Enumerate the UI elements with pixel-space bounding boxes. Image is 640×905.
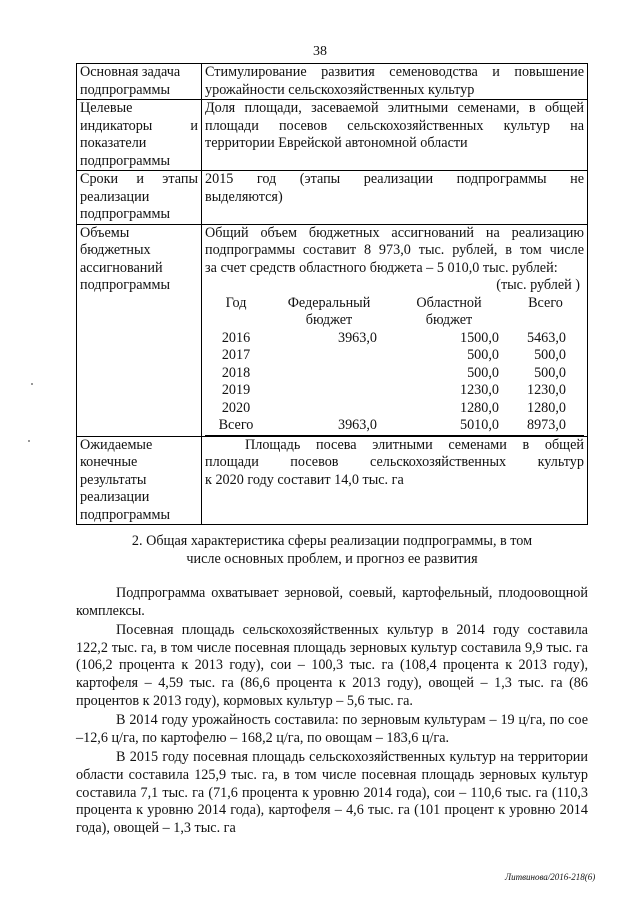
section-body — [76, 585, 588, 839]
budget-cell-year: 2019 — [221, 382, 251, 398]
label-line: показатели — [80, 135, 147, 151]
content-line: 2015 год (этапы реализации подпрограммы не — [205, 171, 584, 187]
scan-speck — [28, 440, 30, 442]
label-line: подпрограммы — [80, 277, 170, 293]
label-line: конечные — [80, 454, 138, 470]
budget-cell-federal — [267, 400, 391, 418]
budget-header-federal — [267, 295, 391, 330]
row-content — [202, 171, 588, 225]
content-line: Стимулирование развития семеноводства и повышение — [205, 64, 584, 80]
currency-unit: (тыс. рублей ) — [496, 277, 580, 293]
content-line: к 2020 году составит 14,0 тыс. га — [205, 471, 404, 488]
budget-cell-year: 2018 — [221, 364, 251, 381]
passport-row-budget — [77, 224, 588, 436]
budget-cell-total: 1280,0 — [526, 399, 566, 416]
content-line: площади посевов сельскохозяйственных культур на — [205, 117, 584, 134]
label-line: подпрограммы — [80, 81, 170, 98]
content-line: Доля площади, засеваемой элитными семенами, в общей — [205, 100, 584, 116]
content-line: урожайности сельскохозяйственных культур — [205, 81, 475, 98]
row-content — [202, 100, 588, 171]
budget-cell-total: 8973,0 — [507, 417, 584, 435]
passport-row-timing — [77, 171, 588, 225]
label-line: Сроки и этапы — [80, 171, 198, 187]
budget-row — [205, 382, 584, 400]
budget-header-row — [205, 295, 584, 330]
label-line: реализации — [80, 188, 150, 205]
header-text: бюджет — [305, 312, 353, 328]
budget-cell-federal — [267, 382, 391, 400]
subprogram-passport-table — [76, 63, 588, 525]
content-line: Площадь посева элитными семенами в общей — [245, 436, 584, 453]
budget-cell-regional: 500,0 — [467, 347, 499, 363]
content-line: площади посевов сельскохозяйственных культур — [205, 454, 584, 470]
content-line: за счет средств областного бюджета – 5 010,0 тыс. рублей: — [205, 259, 558, 276]
label-line: Целевые — [80, 100, 133, 116]
budget-cell-federal — [267, 365, 391, 383]
content-line: подпрограммы составит 8 973,0 тыс. рублей, в том числе — [205, 242, 584, 258]
header-text: Всего — [528, 294, 563, 311]
passport-row-indicators — [77, 100, 588, 171]
budget-cell-regional: 1280,0 — [459, 399, 499, 416]
budget-row — [205, 400, 584, 418]
section-title-line: числе основных проблем, и прогноз ее развития — [186, 551, 478, 567]
budget-cell-total: 500,0 — [534, 364, 566, 381]
budget-header-year — [205, 295, 267, 330]
passport-row-main-task — [77, 64, 588, 100]
label-line: бюджетных — [80, 242, 151, 258]
label-line: результаты — [80, 471, 147, 488]
paragraph: Подпрограмма охватывает зерновой, соевый, картофельный, плодоовощной комплексы. — [76, 585, 588, 619]
paragraph: В 2014 году урожайность составила: по зерновым культурам – 19 ц/га, по сое –12,6 ц/га, по картофелю – 168,2 ц/га, по овощам – 183,6 ц/га. — [76, 712, 588, 746]
budget-cell-year: 2020 — [221, 399, 251, 416]
budget-table — [205, 295, 584, 436]
budget-cell-regional: 5010,0 — [391, 417, 507, 435]
paragraph: В 2015 году посевная площадь сельскохозяйственных культур на территории области составила 125,9 тыс. га, в том числе посевная площадь зерновых культур составила 7,1 тыс. га (71,6 процента к уровню 2014 года), сои – 110,6 тыс. га (110,3 процента к уровню 2014 года), картофеля – 4,6 тыс. га (101 процент к уровню 2014 года), овощей – 1,3 тыс. га — [76, 749, 588, 836]
section-title — [76, 532, 588, 568]
content-line: выделяются) — [205, 188, 283, 205]
scan-speck — [31, 383, 33, 385]
budget-cell-regional: 1500,0 — [459, 329, 499, 346]
budget-cell-regional: 1230,0 — [459, 382, 499, 398]
label-line: Объемы — [80, 224, 130, 241]
document-code: Литвинова/2016-218(6) — [505, 872, 596, 882]
budget-cell-year: Всего — [205, 417, 267, 435]
label-line: подпрограммы — [80, 152, 170, 169]
budget-cell-regional: 500,0 — [467, 364, 499, 381]
row-content — [202, 224, 588, 436]
row-label — [77, 436, 202, 525]
label-line: подпрограммы — [80, 506, 170, 523]
row-label — [77, 224, 202, 436]
passport-row-expected-results — [77, 436, 588, 525]
row-label — [77, 171, 202, 225]
label-line: ассигнований — [80, 259, 163, 276]
label-line: Ожидаемые — [80, 436, 153, 453]
budget-row — [205, 330, 584, 348]
row-content — [202, 436, 588, 525]
budget-cell-federal: 3963,0 — [337, 329, 377, 346]
budget-cell-total: 500,0 — [534, 347, 566, 363]
label-line: индикаторы и — [80, 117, 198, 134]
content-line: Общий объем бюджетных ассигнований на реализацию — [205, 224, 584, 241]
label-line: подпрограммы — [80, 206, 170, 222]
section-title-line: 2. Общая характеристика сферы реализации подпрограммы, в том — [131, 533, 533, 549]
budget-row — [205, 365, 584, 383]
label-line: Основная задача — [80, 64, 181, 80]
header-text: Областной — [416, 294, 482, 311]
paragraph: Посевная площадь сельскохозяйственных культур в 2014 году составила 122,2 тыс. га, в том числе посевная площадь зерновых культур составила 9,9 тыс. га (106,2 процента к 2013 году), сои – 100,3 тыс. га (108,4 процента к 2013 году), картофеля – 4,59 тыс. га (86,6 процента к 2013 году), овощей – 1,3 тыс. га (86 процентов к 2013 году), кормовых культур – 5,6 тыс. га. — [76, 622, 588, 709]
budget-cell-year: 2017 — [221, 347, 251, 363]
budget-cell-federal: 3963,0 — [267, 417, 391, 435]
budget-total-row — [205, 417, 584, 435]
content-line: территории Еврейской автономной области — [205, 135, 468, 151]
budget-cell-total: 1230,0 — [526, 382, 566, 398]
row-content — [202, 64, 588, 100]
page-number: 38 — [313, 44, 327, 59]
budget-cell-federal — [267, 347, 391, 365]
header-text: Федеральный — [287, 294, 371, 311]
budget-cell-total: 5463,0 — [526, 329, 566, 346]
budget-row — [205, 347, 584, 365]
label-line: реализации — [80, 489, 150, 505]
header-text: Год — [225, 294, 247, 311]
row-label — [77, 100, 202, 171]
header-text: бюджет — [425, 312, 473, 328]
budget-header-total — [507, 295, 584, 330]
budget-header-regional — [391, 295, 507, 330]
row-label — [77, 64, 202, 100]
budget-cell-year: 2016 — [221, 329, 251, 346]
